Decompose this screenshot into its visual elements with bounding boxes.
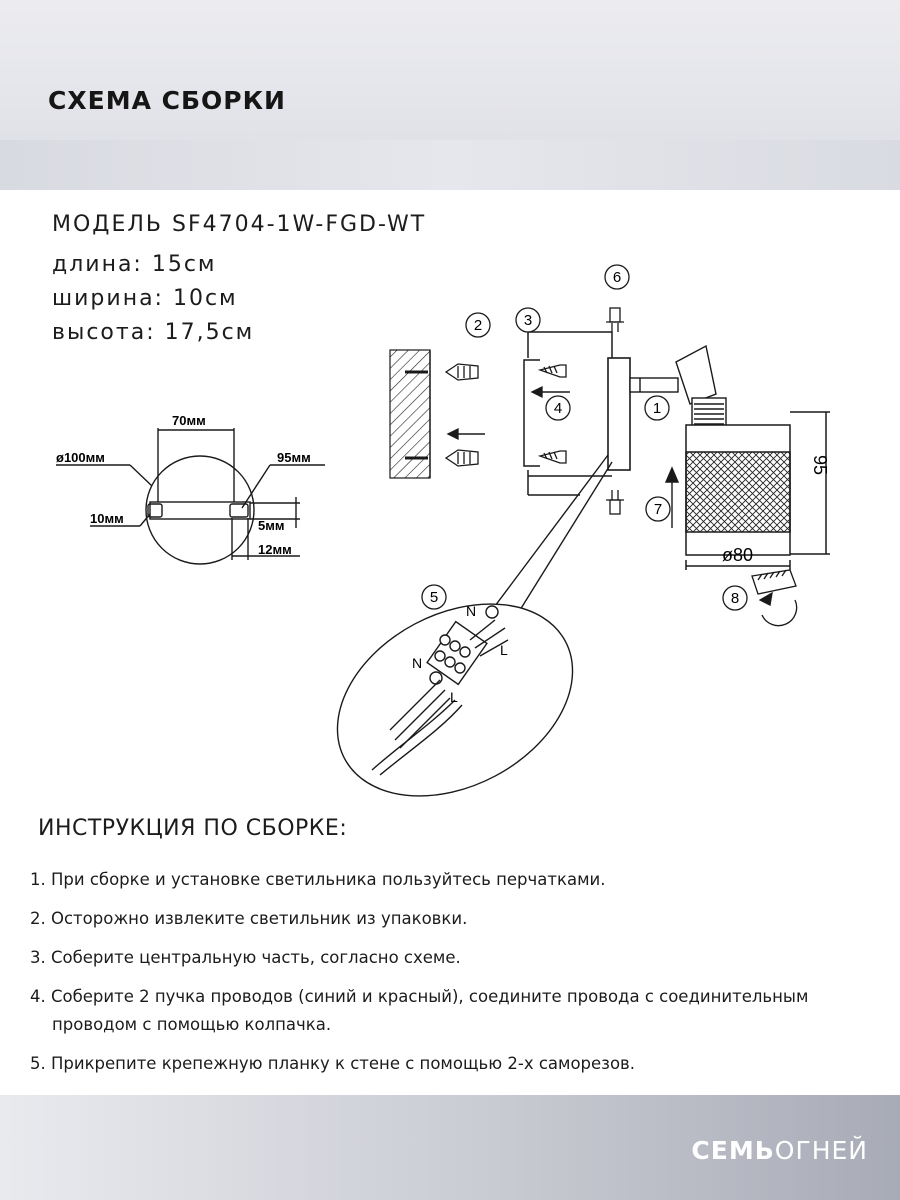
instruction-step-4-line2: проводом с помощью колпачка. xyxy=(52,1015,332,1034)
callout-6: 6 xyxy=(612,269,622,286)
wall-anchors xyxy=(446,364,485,466)
callout-3: 3 xyxy=(523,312,533,329)
brand-bold: СЕМЬ xyxy=(691,1136,775,1165)
callout-5: 5 xyxy=(429,589,439,606)
dim-shade-diameter: ø80 xyxy=(722,545,754,565)
spec-width: ширина: 10см xyxy=(52,286,238,311)
wire-label-n-bottom: N xyxy=(412,655,423,671)
canopy-body xyxy=(608,358,630,470)
brand-logo xyxy=(691,1136,868,1165)
callout-7: 7 xyxy=(653,501,663,518)
wire-label-l-bottom: L xyxy=(450,689,458,705)
wiring-detail xyxy=(304,455,612,800)
instruction-step-4 xyxy=(30,983,890,1039)
instruction-step: 3. Соберите центральную часть, согласно схеме. xyxy=(30,948,461,967)
instruction-step-4-line1: 4. Соберите 2 пучка проводов (синий и красный), соедините провода с соединительным xyxy=(30,987,809,1006)
spec-length: длина: 15см xyxy=(52,252,217,277)
instruction-step: 1. При сборке и установке светильника пользуйтесь перчатками. xyxy=(30,870,606,889)
dim-70: 70мм xyxy=(172,413,206,428)
install-arrows xyxy=(666,468,678,528)
lamp-shade xyxy=(686,412,830,570)
dim-shade-height: 95 xyxy=(810,455,830,476)
instructions-title: ИНСТРУКЦИЯ ПО СБОРКЕ: xyxy=(38,816,348,841)
callout-2: 2 xyxy=(473,317,483,334)
bulb-ring xyxy=(752,570,797,626)
dim-10: 10мм xyxy=(90,511,124,526)
header-stripe xyxy=(0,140,900,190)
instruction-step: 2. Осторожно извлеките светильник из упаковки. xyxy=(30,909,468,928)
dim-d100: ø100мм xyxy=(56,450,105,465)
wire-label-l-top: L xyxy=(500,642,508,658)
swivel-arm xyxy=(630,346,726,430)
brand-light: ОГНЕЙ xyxy=(774,1136,868,1165)
spec-model: МОДЕЛЬ SF4704-1W-FGD-WT xyxy=(52,212,427,237)
bar-slot-right xyxy=(230,504,248,517)
spec-height: высота: 17,5см xyxy=(52,320,255,345)
assembly-diagram xyxy=(0,255,900,800)
dim-5: 5мм xyxy=(258,518,285,533)
instruction-step: 5. Прикрепите крепежную планку к стене с помощью 2-х саморезов. xyxy=(30,1054,636,1073)
wall-section xyxy=(390,350,430,478)
dim-95: 95мм xyxy=(277,450,311,465)
callout-8: 8 xyxy=(730,590,740,607)
callout-4: 4 xyxy=(553,400,563,417)
dim-12: 12мм xyxy=(258,542,292,557)
page-title: СХЕМА СБОРКИ xyxy=(48,86,286,115)
callout-1: 1 xyxy=(652,400,662,417)
instructions-list xyxy=(30,866,890,1128)
wire-label-n-top: N xyxy=(466,603,477,619)
